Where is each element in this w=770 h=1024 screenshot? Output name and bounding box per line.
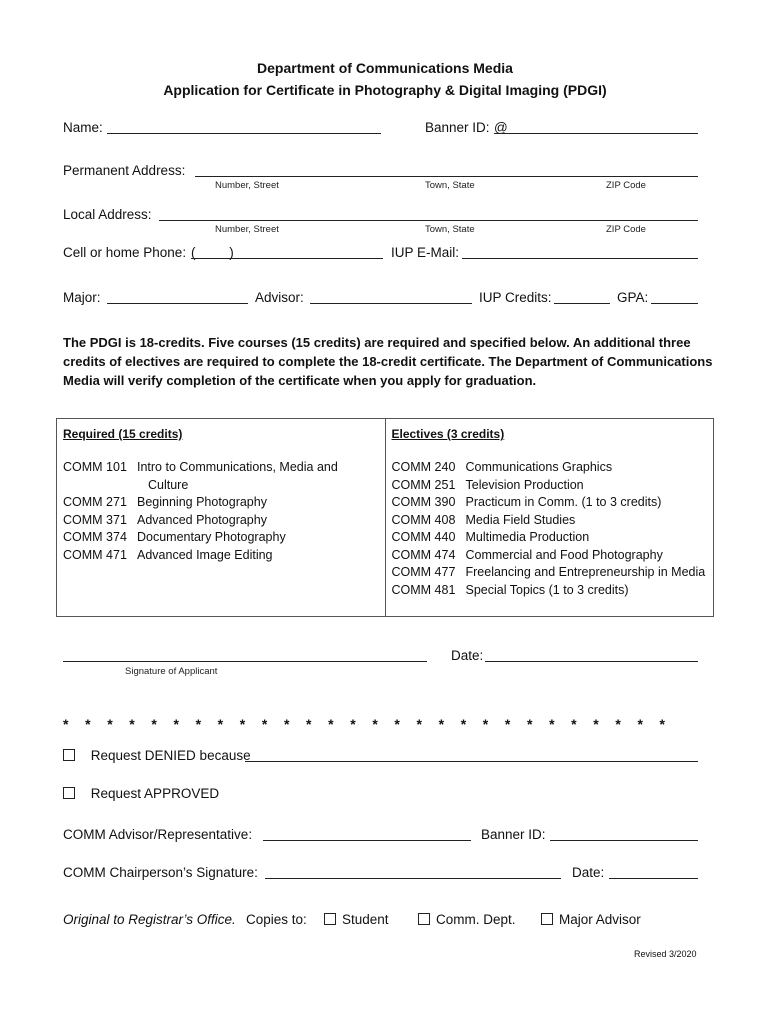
asterisk: * xyxy=(129,716,135,732)
required-heading: Required (15 credits) xyxy=(63,427,183,441)
major-field[interactable] xyxy=(107,303,248,304)
denied-reason-field[interactable] xyxy=(245,761,698,762)
course-row xyxy=(63,547,379,565)
denied-option[interactable] xyxy=(63,748,251,763)
course-name: Communications Graphics xyxy=(465,460,613,474)
copies-to-label: Copies to: xyxy=(246,912,307,927)
course-code: COMM 101 xyxy=(63,460,127,474)
copy-student-option[interactable] xyxy=(324,912,389,927)
original-to-label: Original to Registrar’s Office. xyxy=(63,912,236,927)
course-name: Multimedia Production xyxy=(465,530,590,544)
course-row xyxy=(392,529,708,547)
course-row xyxy=(392,477,708,495)
asterisk-separator xyxy=(63,716,682,732)
electives-heading: Electives (3 credits) xyxy=(391,427,505,441)
course-name: Practicum in Comm. (1 to 3 credits) xyxy=(465,495,662,509)
copy-comm-dept-option[interactable] xyxy=(418,912,516,927)
iup-credits-field[interactable] xyxy=(554,303,610,304)
asterisk: * xyxy=(571,716,577,732)
asterisk: * xyxy=(372,716,378,732)
course-row xyxy=(63,459,379,494)
course-name: Special Topics (1 to 3 credits) xyxy=(465,582,629,597)
course-name: Media Field Studies xyxy=(465,512,576,527)
courses-table xyxy=(56,418,714,617)
copy-student-label: Student xyxy=(342,912,389,927)
permanent-address-label: Permanent Address: xyxy=(63,163,186,178)
copy-major-advisor-label: Major Advisor xyxy=(559,912,641,927)
copy-major-advisor-option[interactable] xyxy=(541,912,641,927)
course-code: COMM 474 xyxy=(391,547,456,562)
chair-date-field[interactable] xyxy=(609,878,698,879)
required-column xyxy=(57,419,386,617)
name-field[interactable] xyxy=(107,133,381,134)
course-name-cont: Culture xyxy=(148,477,189,492)
course-row xyxy=(63,512,379,530)
course-code: COMM 371 xyxy=(63,512,127,527)
asterisk: * xyxy=(394,716,400,732)
address-sub-zip: ZIP Code xyxy=(606,180,646,191)
address-sub-street: Number, Street xyxy=(215,224,279,235)
checkbox-icon[interactable] xyxy=(418,913,430,925)
approved-label: Request APPROVED xyxy=(90,786,220,801)
course-code: COMM 240 xyxy=(391,460,456,474)
asterisk: * xyxy=(63,716,69,732)
checkbox-icon[interactable] xyxy=(63,749,75,761)
address-sub-town: Town, State xyxy=(425,224,475,235)
office-banner-field[interactable] xyxy=(550,840,698,841)
asterisk: * xyxy=(239,716,246,732)
course-name: Documentary Photography xyxy=(137,530,286,544)
banner-id-label: Banner ID: xyxy=(425,120,490,135)
gpa-label: GPA: xyxy=(617,290,649,305)
phone-area-code: ( ) xyxy=(191,245,234,260)
address-sub-street: Number, Street xyxy=(215,180,279,191)
advisor-rep-label: COMM Advisor/Representative: xyxy=(63,827,253,842)
local-address-field[interactable] xyxy=(159,220,698,221)
local-address-label: Local Address: xyxy=(63,207,152,222)
asterisk: * xyxy=(438,716,445,732)
iup-credits-label: IUP Credits: xyxy=(479,290,552,305)
course-row xyxy=(392,564,708,582)
email-field[interactable] xyxy=(462,258,698,259)
asterisk: * xyxy=(261,716,268,732)
phone-field[interactable] xyxy=(191,258,383,259)
asterisk: * xyxy=(659,716,665,732)
document-title: Department of Communications Media xyxy=(257,60,513,76)
course-code: COMM 481 xyxy=(391,582,456,597)
asterisk: * xyxy=(328,716,334,732)
asterisk: * xyxy=(504,716,511,732)
asterisk: * xyxy=(173,716,179,732)
chair-signature-field[interactable] xyxy=(265,878,561,879)
address-sub-town: Town, State xyxy=(425,180,475,191)
electives-column xyxy=(385,419,714,617)
revised-date: Revised 3/2020 xyxy=(634,949,697,959)
checkbox-icon[interactable] xyxy=(324,913,336,925)
asterisk: * xyxy=(306,716,312,732)
asterisk: * xyxy=(593,716,599,732)
asterisk: * xyxy=(195,716,202,732)
gpa-field[interactable] xyxy=(651,303,698,304)
banner-id-field[interactable] xyxy=(494,133,698,134)
date-label: Date: xyxy=(451,648,484,663)
course-row xyxy=(63,529,379,547)
course-code: COMM 440 xyxy=(391,530,456,544)
course-name-wrap xyxy=(137,459,379,494)
course-row xyxy=(392,459,708,477)
course-code: COMM 251 xyxy=(391,477,456,492)
advisor-field[interactable] xyxy=(310,303,472,304)
phone-label: Cell or home Phone: xyxy=(63,245,187,260)
advisor-label: Advisor: xyxy=(255,290,304,305)
address-sub-zip: ZIP Code xyxy=(606,224,646,235)
asterisk: * xyxy=(637,716,643,732)
course-code: COMM 471 xyxy=(63,547,127,562)
course-code: COMM 374 xyxy=(63,530,127,544)
asterisk: * xyxy=(549,716,555,732)
asterisk: * xyxy=(151,716,157,732)
denied-label: Request DENIED because xyxy=(90,748,251,763)
checkbox-icon[interactable] xyxy=(541,913,553,925)
name-label: Name: xyxy=(63,120,103,135)
date-field[interactable] xyxy=(485,661,698,662)
course-row xyxy=(63,494,379,512)
advisor-rep-field[interactable] xyxy=(263,840,471,841)
course-code: COMM 477 xyxy=(391,565,456,579)
banner-id-prefix: @ xyxy=(494,120,508,135)
asterisk: * xyxy=(526,716,533,732)
chair-date-label: Date: xyxy=(572,865,605,880)
document-subtitle: Application for Certificate in Photography & Digital Imaging (PDGI) xyxy=(163,82,607,98)
course-name: Beginning Photography xyxy=(137,495,267,509)
asterisk: * xyxy=(615,716,621,732)
course-name: Intro to Communications, Media and xyxy=(137,460,338,474)
approved-option[interactable] xyxy=(63,786,219,801)
asterisk: * xyxy=(85,716,91,732)
asterisk: * xyxy=(283,716,290,732)
intro-paragraph: The PDGI is 18-credits. Five courses (15 credits) are required and specified below. An additional three credits of electives are required to complete the 18-credit certificate. The Department of Communications Media will verify completion of the certificate when you apply for graduation. xyxy=(63,335,713,388)
course-code: COMM 408 xyxy=(391,512,456,527)
applicant-signature-label: Signature of Applicant xyxy=(125,666,218,677)
checkbox-icon[interactable] xyxy=(63,787,75,799)
course-name: Television Production xyxy=(465,477,584,492)
course-code: COMM 390 xyxy=(391,495,456,509)
asterisk: * xyxy=(460,716,467,732)
office-banner-label: Banner ID: xyxy=(481,827,546,842)
chair-signature-label: COMM Chairperson’s Signature: xyxy=(63,865,258,880)
course-row xyxy=(392,512,708,530)
asterisk: * xyxy=(482,716,489,732)
applicant-signature-field[interactable] xyxy=(63,661,427,662)
course-name: Commercial and Food Photography xyxy=(465,547,663,562)
course-row xyxy=(392,582,708,600)
permanent-address-field[interactable] xyxy=(195,176,698,177)
course-name: Freelancing and Entrepreneurship in Media xyxy=(465,565,706,579)
email-label: IUP E-Mail: xyxy=(391,245,460,260)
asterisk: * xyxy=(416,716,422,732)
copy-comm-dept-label: Comm. Dept. xyxy=(436,912,516,927)
major-label: Major: xyxy=(63,290,101,305)
asterisk: * xyxy=(350,716,356,732)
asterisk: * xyxy=(217,716,224,732)
asterisk: * xyxy=(107,716,113,732)
course-row xyxy=(392,494,708,512)
course-row xyxy=(392,547,708,565)
course-name: Advanced Photography xyxy=(137,512,267,527)
course-code: COMM 271 xyxy=(63,495,127,509)
course-name: Advanced Image Editing xyxy=(137,547,273,562)
